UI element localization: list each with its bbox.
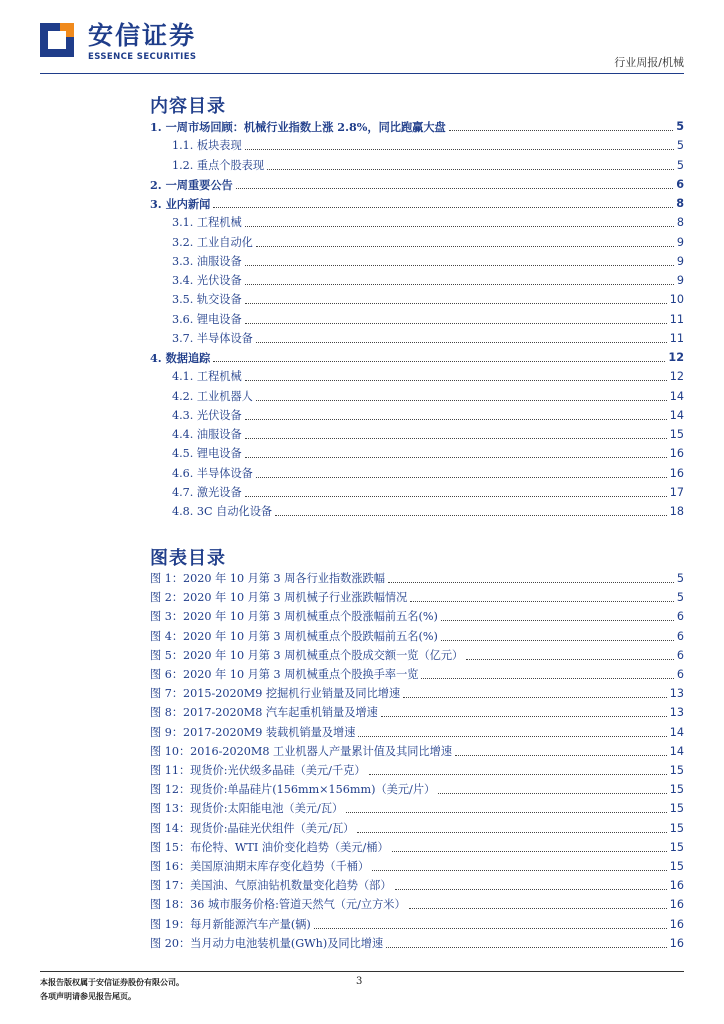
dot-leader [410,600,674,602]
entry-page-number: 14 [669,408,684,422]
figure-entry[interactable] [150,665,684,683]
toc-entry[interactable] [150,175,684,193]
entry-page-number: 9 [676,274,684,287]
entry-page-number: 6 [676,629,684,643]
figure-entry[interactable] [150,895,684,913]
dot-leader [372,869,667,871]
entry-page-number: 5 [676,120,684,133]
toc-entry[interactable] [172,252,684,270]
page-number: 3 [356,976,363,987]
entry-label: 图 13：现货价:太阳能电池（美元/瓦） [150,802,344,816]
entry-page-number: 16 [669,917,684,931]
entry-label: 图 4：2020 年 10 月第 3 周机械重点个股跌幅前五名(%) [150,629,438,643]
figure-entry[interactable] [150,646,684,664]
entry-label: 1. 一周市场回顾：机械行业指数上涨 2.8%，同比跑赢大盘 [150,120,446,134]
figure-entry[interactable] [150,607,684,625]
toc-entry[interactable] [172,444,684,462]
contents-title: 内容目录 [150,96,226,117]
dot-leader [369,773,667,775]
toc-entry[interactable] [172,233,684,251]
entry-page-number: 13 [669,687,684,701]
dot-leader [245,225,674,227]
toc-entry[interactable] [172,271,684,289]
entry-label: 3.4. 光伏设备 [172,274,242,287]
toc-entry[interactable] [172,464,684,482]
entry-page-number: 16 [669,879,684,893]
figure-entry[interactable] [150,742,684,760]
figure-entry[interactable] [150,876,684,894]
toc-entry[interactable] [172,213,684,231]
entry-label: 图 9：2017-2020M9 装载机销量及增速 [150,725,356,739]
entry-page-number: 9 [676,235,684,249]
entry-page-number: 10 [669,293,684,307]
figure-entry[interactable] [150,684,684,702]
entry-page-number: 11 [669,312,684,326]
dot-leader [213,206,673,208]
report-type: 行业周报/机械 [614,56,684,69]
figure-entry[interactable] [150,799,684,817]
entry-label: 图 1：2020 年 10 月第 3 周各行业指数涨跌幅 [150,572,385,585]
entry-page-number: 5 [676,139,684,153]
entry-page-number: 15 [669,764,684,777]
entry-label: 4.7. 激光设备 [172,485,242,499]
dot-leader [256,245,674,247]
dot-leader [438,792,667,794]
company-name-en: ESSENCE SECURITIES [88,52,197,62]
entry-page-number: 17 [669,485,684,499]
entry-label: 4.2. 工业机器人 [172,389,253,403]
toc-entry[interactable] [172,310,684,328]
entry-page-number: 15 [669,860,684,873]
entry-label: 图 18：36 城市服务价格:管道天然气（元/立方米） [150,898,406,912]
toc-entry[interactable] [172,156,684,174]
dot-leader [381,715,667,717]
entry-label: 4.8. 3C 自动化设备 [172,505,273,518]
entry-page-number: 15 [669,783,684,797]
entry-page-number: 6 [676,610,684,624]
entry-label: 图 12：现货价:单晶硅片(156mm×156mm)（美元/片） [150,783,436,797]
entry-page-number: 5 [676,158,684,172]
entry-page-number: 5 [676,572,684,585]
figure-entry[interactable] [150,934,684,952]
entry-label: 4.4. 油服设备 [172,428,242,441]
entry-label: 图 16：美国原油期末库存变化趋势（千桶） [150,860,370,873]
dot-leader [213,360,665,362]
dot-leader [357,831,666,833]
dot-leader [245,302,667,304]
entry-page-number: 15 [669,840,684,854]
figure-entry[interactable] [150,569,684,587]
dot-leader [441,619,674,621]
entry-label: 图 14：现货价:晶硅光伏组件（美元/瓦） [150,821,355,835]
dot-leader [441,639,674,641]
dot-leader [245,283,674,285]
dot-leader [245,264,674,266]
company-name-cn: 安信证券 [88,21,197,50]
entry-label: 图 6：2020 年 10 月第 3 周机械重点个股换手率一览 [150,668,419,681]
entry-label: 图 20：当月动力电池装机量(GWh)及同比增速 [150,936,384,950]
entry-label: 3.1. 工程机械 [172,216,242,230]
dot-leader [395,888,667,890]
entry-page-number: 9 [676,254,684,268]
entry-page-number: 8 [676,197,684,210]
dot-leader [267,168,674,170]
entry-label: 图 2：2020 年 10 月第 3 周机械子行业涨跌幅情况 [150,591,408,605]
dot-leader [466,658,674,660]
entry-label: 图 15：布伦特、WTI 油价变化趋势（美元/桶） [150,840,389,854]
entry-label: 图 8：2017-2020M8 汽车起重机销量及增速 [150,706,378,720]
figure-entry[interactable] [150,780,684,798]
company-logo-icon [40,23,74,57]
dot-leader [245,495,667,497]
toc-entry[interactable] [172,483,684,501]
toc-entry[interactable] [172,425,684,443]
entry-page-number: 12 [668,351,684,364]
entry-page-number: 12 [669,370,684,384]
toc-entry[interactable] [150,348,684,366]
disclaimer-note: 各项声明请参见报告尾页。 [40,991,136,1001]
dot-leader [346,811,667,813]
copyright-note: 本报告版权属于安信证券股份有限公司。 [40,977,184,987]
entry-page-number: 15 [669,821,684,835]
dot-leader [403,696,667,698]
figure-entry[interactable] [150,703,684,721]
page-header [0,0,724,70]
entry-label: 图 7：2015-2020M9 挖掘机行业销量及同比增速 [150,687,401,701]
dot-leader [245,322,667,324]
entry-label: 图 17：美国油、气原油钻机数量变化趋势（部） [150,879,392,893]
entry-label: 4.1. 工程机械 [172,370,242,384]
figure-entry[interactable] [150,723,684,741]
entry-page-number: 13 [669,706,684,720]
entry-page-number: 14 [669,389,684,403]
toc-entry[interactable] [172,136,684,154]
entry-label: 1.2. 重点个股表现 [172,158,265,172]
entry-label: 3. 业内新闻 [150,197,211,211]
toc-entry[interactable] [150,194,684,212]
dot-leader [256,476,667,478]
dot-leader [256,399,667,401]
entry-page-number: 5 [676,591,684,605]
figure-entry[interactable] [150,857,684,875]
figure-entry[interactable] [150,588,684,606]
dot-leader [256,341,667,343]
entry-page-number: 15 [669,428,684,441]
footer-divider [40,971,684,972]
entry-page-number: 14 [669,725,684,739]
entry-label: 4.5. 锂电设备 [172,447,242,461]
dot-leader [245,379,667,381]
dot-leader [245,456,667,458]
entry-label: 图 5：2020 年 10 月第 3 周机械重点个股成交额一览（亿元） [150,648,464,662]
figures-title: 图表目录 [150,548,226,569]
entry-label: 3.7. 半导体设备 [172,331,253,345]
dot-leader [421,677,673,679]
entry-page-number: 16 [669,936,684,950]
entry-page-number: 6 [676,648,684,662]
dot-leader [236,187,674,189]
entry-label: 4.6. 半导体设备 [172,466,253,480]
figure-entry[interactable] [150,761,684,779]
entry-page-number: 6 [676,177,684,191]
dot-leader [245,148,674,150]
toc-entry[interactable] [172,329,684,347]
dot-leader [314,927,667,929]
toc-entry[interactable] [150,117,684,135]
entry-page-number: 6 [676,668,684,681]
dot-leader [392,850,667,852]
entry-page-number: 11 [669,331,684,345]
toc-entry[interactable] [172,290,684,308]
dot-leader [409,907,667,909]
entry-label: 图 3：2020 年 10 月第 3 周机械重点个股涨幅前五名(%) [150,610,438,624]
header-divider [40,73,684,74]
entry-page-number: 8 [676,216,684,230]
dot-leader [449,129,674,131]
figure-entry[interactable] [150,819,684,837]
toc-entry[interactable] [172,367,684,385]
figure-entry[interactable] [150,838,684,856]
figure-entry[interactable] [150,627,684,645]
entry-label: 3.5. 轨交设备 [172,293,242,307]
dot-leader [386,946,667,948]
dot-leader [245,437,667,439]
toc-entry[interactable] [172,387,684,405]
entry-page-number: 16 [669,447,684,461]
entry-page-number: 18 [669,505,684,518]
entry-page-number: 16 [669,466,684,480]
entry-label: 4. 数据追踪 [150,351,211,365]
dot-leader [245,418,667,420]
entry-label: 图 10：2016-2020M8 工业机器人产量累计值及其同比增速 [150,744,453,758]
entry-page-number: 15 [669,802,684,816]
entry-label: 1.1. 板块表现 [172,139,242,153]
entry-label: 4.3. 光伏设备 [172,408,242,422]
dot-leader [388,581,674,583]
dot-leader [275,514,667,516]
entry-label: 3.3. 油服设备 [172,254,242,268]
figure-entry[interactable] [150,915,684,933]
entry-label: 3.2. 工业自动化 [172,235,253,249]
toc-entry[interactable] [172,406,684,424]
entry-label: 图 19：每月新能源汽车产量(辆) [150,917,311,931]
dot-leader [358,735,666,737]
entry-page-number: 16 [669,898,684,912]
toc-entry[interactable] [172,502,684,520]
entry-label: 2. 一周重要公告 [150,177,233,192]
dot-leader [455,754,667,756]
entry-page-number: 14 [669,744,684,758]
entry-label: 图 11：现货价:光伏级多晶硅（美元/千克） [150,764,366,777]
entry-label: 3.6. 锂电设备 [172,312,242,326]
